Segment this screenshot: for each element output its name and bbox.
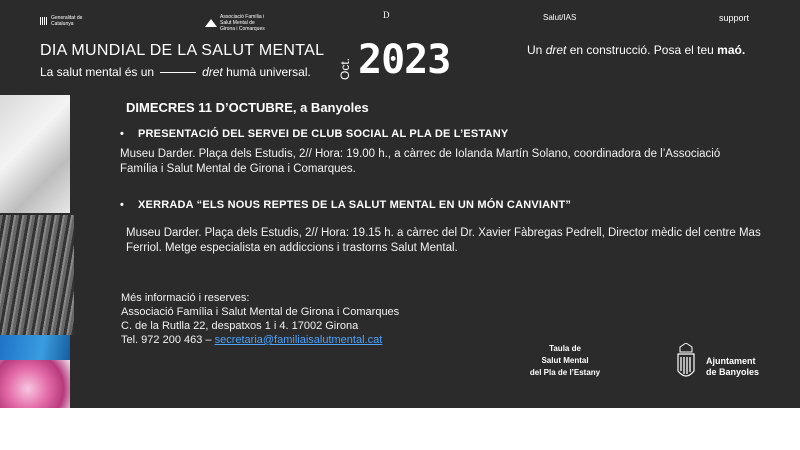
subtitle-emphasis: dret <box>202 65 223 79</box>
campaign-subtitle <box>40 65 311 79</box>
salut-ias-logo: Salut/IAS <box>543 13 577 22</box>
info-contact-line <box>121 333 399 347</box>
year-label: 2023 <box>358 37 451 83</box>
campaign-title: DIA MUNDIAL DE LA SALUT MENTAL <box>40 42 325 59</box>
event-details-1: Museu Darder. Plaça dels Estudis, 2// Hora: 19.00 h., a càrrec de Iolanda Martín Solano, coordinadora de l’Associació Família i Salut Mental de Girona i Comarques. <box>120 148 721 175</box>
generalitat-icon <box>40 17 48 25</box>
subtitle-start: La salut mental és un <box>40 65 155 79</box>
taula-line-2: Salut Mental <box>541 356 589 365</box>
banyoles-shield-icon <box>676 343 696 381</box>
federation-label: Associació Família i Salut Mental de Girona i Comarques <box>220 14 265 32</box>
event-heading-2 <box>120 199 571 211</box>
info-title: Més informació i reserves: <box>121 292 250 304</box>
taula-line-3: del Pla de l’Estany <box>529 368 601 377</box>
taula-line-1: Taula de <box>549 344 581 353</box>
ajuntament-line-2: de Banyoles <box>706 367 760 377</box>
federation-icon <box>205 19 217 27</box>
month-label: Oct. <box>338 57 352 80</box>
bullet: • <box>120 199 125 211</box>
support-logo: support <box>719 13 750 23</box>
slogan-start: Un <box>527 43 543 57</box>
rock-texture-image <box>0 215 74 335</box>
contact-info <box>121 291 399 347</box>
event-heading-1 <box>120 128 508 140</box>
info-phone: Tel. 972 200 463 – <box>121 334 212 346</box>
marble-texture-image <box>0 95 70 213</box>
heading-text: PRESENTACIÓ DEL SERVEI DE CLUB SOCIAL AL PLA DE L’ESTANY <box>138 128 509 140</box>
blue-texture-image <box>0 335 70 360</box>
ajuntament-line-1: Ajuntament <box>706 356 756 366</box>
subtitle-divider <box>160 72 196 73</box>
slogan-emphasis: dret <box>545 43 567 57</box>
taula-salut-mental-logo <box>519 343 611 379</box>
bullet: • <box>120 128 125 140</box>
pink-texture-image <box>0 360 70 408</box>
partner-logos <box>0 10 800 32</box>
d-logo: D <box>383 10 390 20</box>
email-link[interactable]: secretaria@familiaisalutmental.cat <box>214 334 383 346</box>
subtitle-end: humà universal. <box>226 65 311 79</box>
info-address: C. de la Rutlla 22, despatxos 1 i 4. 17002 Girona <box>121 320 359 332</box>
event-date: DIMECRES 11 D’OCTUBRE, a Banyoles <box>126 100 369 115</box>
heading-text: XERRADA “ELS NOUS REPTES DE LA SALUT MENTAL EN UN MÓN CANVIANT” <box>138 199 572 211</box>
slogan-middle: en construcció. Posa el teu <box>569 43 714 57</box>
generalitat-logo <box>40 15 85 27</box>
slogan-bold: maó. <box>717 43 746 57</box>
event-details-2: Museu Darder. Plaça dels Estudis, 2// Hora: 19.15 h. a càrrec del Dr. Xavier Fàbregas Pedrell, Director mèdic del centre Mas Ferriol. Metge especialista en addiccions i trastorns Salut Mental. <box>126 227 761 254</box>
generalitat-label: Generalitat de Catalunya <box>51 15 83 27</box>
info-organization: Associació Família i Salut Mental de Girona i Comarques <box>121 306 400 318</box>
slogan <box>527 43 745 57</box>
federation-logo <box>205 14 268 32</box>
ajuntament-banyoles-logo <box>706 356 759 378</box>
